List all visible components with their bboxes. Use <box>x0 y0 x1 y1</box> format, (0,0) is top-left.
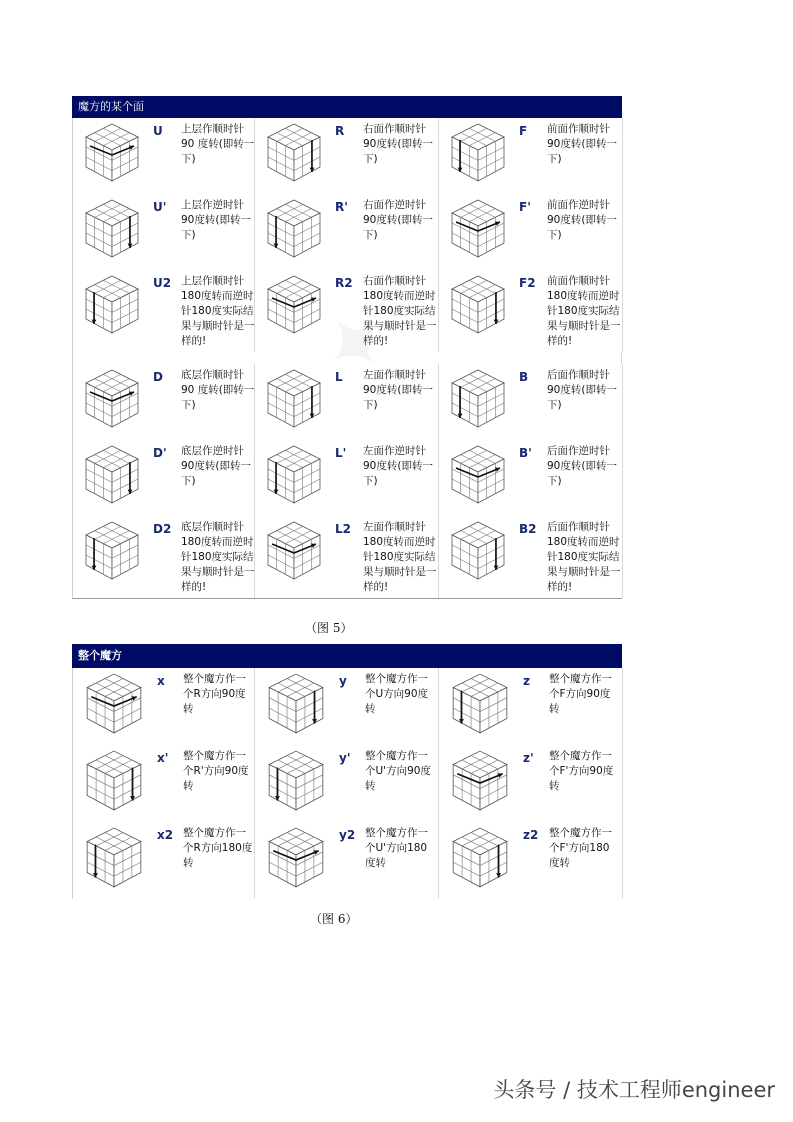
move-cell <box>439 270 623 352</box>
cube-icon <box>81 444 143 506</box>
cube-icon <box>81 520 143 582</box>
move-description: 底层作顺时针180度转而逆时针180度实际结果与顺时针是一样的! <box>181 521 255 593</box>
move-description: 上层作顺时针180度转而逆时针180度实际结果与顺时针是一样的! <box>181 275 255 347</box>
cube-icon <box>83 749 145 813</box>
move-cell <box>73 118 255 194</box>
move-description: 上层作顺时针90 度转(即转一下) <box>181 123 255 165</box>
move-code: D2 <box>153 522 172 536</box>
move-description: 整个魔方作一个R方向180度转 <box>183 827 253 869</box>
move-description: 左面作顺时针90度转(即转一下) <box>363 369 433 411</box>
move-cell <box>73 516 255 598</box>
move-description: 整个魔方作一个R'方向90度转 <box>183 750 249 792</box>
move-cell <box>73 270 255 352</box>
move-code: R' <box>335 200 348 214</box>
figure-6-caption: （图 6） <box>310 912 358 926</box>
cube-icon <box>447 368 509 430</box>
cube-icon <box>447 444 509 506</box>
cube-icon <box>81 198 143 260</box>
whole-cube-panel <box>72 644 622 899</box>
move-code: y <box>339 674 347 688</box>
move-description: 整个魔方作一个U'方向180度转 <box>365 827 428 869</box>
move-cell <box>73 668 255 745</box>
cube-icon <box>263 122 325 184</box>
cube-icon <box>447 274 509 336</box>
move-description: 整个魔方作一个F'方向180度转 <box>549 827 612 869</box>
move-description: 右面作逆时针90度转(即转一下) <box>363 199 433 241</box>
move-cell <box>255 118 439 194</box>
move-description: 前面作顺时针90度转(即转一下) <box>547 123 617 165</box>
move-cell <box>255 822 439 899</box>
move-code: z2 <box>523 828 539 842</box>
cube-icon <box>265 672 327 736</box>
move-code: y2 <box>339 828 356 842</box>
move-description: 整个魔方作一个R方向90度转 <box>183 673 246 715</box>
move-description: 后面作逆时针90度转(即转一下) <box>547 445 617 487</box>
move-code: F2 <box>519 276 536 290</box>
move-cell <box>73 194 255 270</box>
watermark-text: 头条号 / 技术工程师engineer <box>493 1078 775 1102</box>
cube-icon <box>263 520 325 582</box>
cube-icon <box>449 672 511 736</box>
whole-cube-header: 整个魔方 <box>72 644 622 668</box>
cube-icon <box>263 444 325 506</box>
move-cell <box>439 118 623 194</box>
move-description: 后面作顺时针90度转(即转一下) <box>547 369 617 411</box>
move-description: 底层作逆时针90度转(即转一下) <box>181 445 251 487</box>
divider <box>72 598 622 599</box>
move-code: z' <box>523 751 534 765</box>
move-code: L' <box>335 446 347 460</box>
move-cell <box>439 364 623 440</box>
move-code: U2 <box>153 276 172 290</box>
move-cell <box>439 822 623 899</box>
figure-5-caption: （图 5） <box>305 621 353 635</box>
move-description: 整个魔方作一个U方向90度转 <box>365 673 429 715</box>
move-code: D' <box>153 446 167 460</box>
move-code: F' <box>519 200 531 214</box>
move-code: U' <box>153 200 167 214</box>
move-cell <box>439 440 623 516</box>
cube-icon <box>265 749 327 813</box>
move-description: 底层作顺时针90 度转(即转一下) <box>181 369 255 411</box>
move-cell <box>439 194 623 270</box>
move-description: 左面作逆时针90度转(即转一下) <box>363 445 433 487</box>
move-cell <box>255 516 439 598</box>
move-description: 前面作逆时针90度转(即转一下) <box>547 199 617 241</box>
move-description: 右面作顺时针180度转而逆时针180度实际结果与顺时针是一样的! <box>363 275 437 347</box>
move-code: U <box>153 124 163 138</box>
move-cell <box>255 745 439 822</box>
cube-icon <box>263 368 325 430</box>
cube-icon <box>447 122 509 184</box>
move-code: R2 <box>335 276 353 290</box>
move-code: y' <box>339 751 351 765</box>
move-cell <box>439 516 623 598</box>
move-code: D <box>153 370 163 384</box>
move-code: x' <box>157 751 169 765</box>
move-code: R <box>335 124 345 138</box>
move-cell <box>255 668 439 745</box>
move-cell <box>439 668 623 745</box>
move-code: L2 <box>335 522 351 536</box>
move-cell <box>255 440 439 516</box>
cube-icon <box>83 826 145 890</box>
move-description: 右面作顺时针90度转(即转一下) <box>363 123 433 165</box>
move-cell <box>73 822 255 899</box>
move-code: L <box>335 370 343 384</box>
cube-icon <box>265 826 327 890</box>
cube-icon <box>83 672 145 736</box>
move-cell <box>439 745 623 822</box>
cube-icon <box>449 826 511 890</box>
move-description: 后面作顺时针180度转而逆时针180度实际结果与顺时针是一样的! <box>547 521 621 593</box>
cube-icon <box>449 749 511 813</box>
move-code: B2 <box>519 522 537 536</box>
move-code: F <box>519 124 528 138</box>
move-description: 整个魔方作一个F'方向90度转 <box>549 750 614 792</box>
whole-cube-grid <box>72 668 622 899</box>
move-cell <box>73 440 255 516</box>
face-moves-header: 魔方的某个面 <box>72 96 622 118</box>
cube-icon <box>263 198 325 260</box>
move-code: B <box>519 370 529 384</box>
cube-icon <box>81 274 143 336</box>
move-description: 整个魔方作一个F方向90度转 <box>549 673 612 715</box>
cube-icon <box>447 198 509 260</box>
move-cell <box>255 194 439 270</box>
cube-icon <box>81 122 143 184</box>
move-description: 上层作逆时针90度转(即转一下) <box>181 199 251 241</box>
move-code: x <box>157 674 165 688</box>
move-description: 前面作顺时针180度转而逆时针180度实际结果与顺时针是一样的! <box>547 275 621 347</box>
face-moves-grid-bottom <box>72 364 622 598</box>
move-cell <box>73 364 255 440</box>
cube-icon <box>81 368 143 430</box>
move-description: 左面作顺时针180度转而逆时针180度实际结果与顺时针是一样的! <box>363 521 437 593</box>
move-cell <box>73 745 255 822</box>
move-code: B' <box>519 446 532 460</box>
move-code: x2 <box>157 828 174 842</box>
move-description: 整个魔方作一个U'方向90度转 <box>365 750 431 792</box>
move-code: z <box>523 674 530 688</box>
cube-icon <box>447 520 509 582</box>
